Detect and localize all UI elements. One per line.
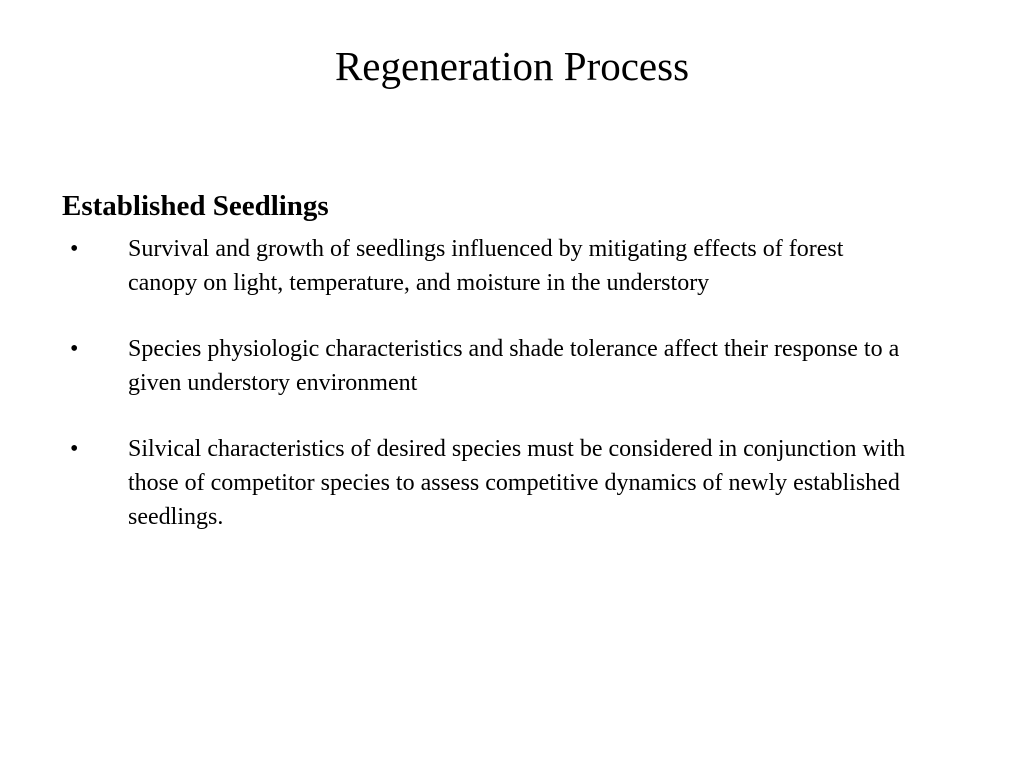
bullet-item [0, 332, 918, 400]
bullet-marker: • [70, 336, 79, 362]
bullet-marker: • [70, 436, 79, 462]
slide-title: Regeneration Process [334, 43, 690, 89]
bullet-list [0, 232, 1024, 566]
bullet-marker: • [70, 236, 79, 262]
bullet-item [0, 432, 918, 534]
bullet-text: Survival and growth of seedlings influenced by mitigating effects of forest canopy on light, temperature, and moisture in the understory [128, 236, 844, 296]
bullet-item [0, 232, 918, 300]
section-heading: Established Seedlings [62, 190, 329, 222]
bullet-text: Silvical characteristics of desired species must be considered in conjunction with those of competitor species to assess competitive dynamics of newly established seedlings. [128, 436, 906, 530]
bullet-text: Species physiologic characteristics and shade tolerance affect their response to a given understory environment [128, 336, 900, 396]
